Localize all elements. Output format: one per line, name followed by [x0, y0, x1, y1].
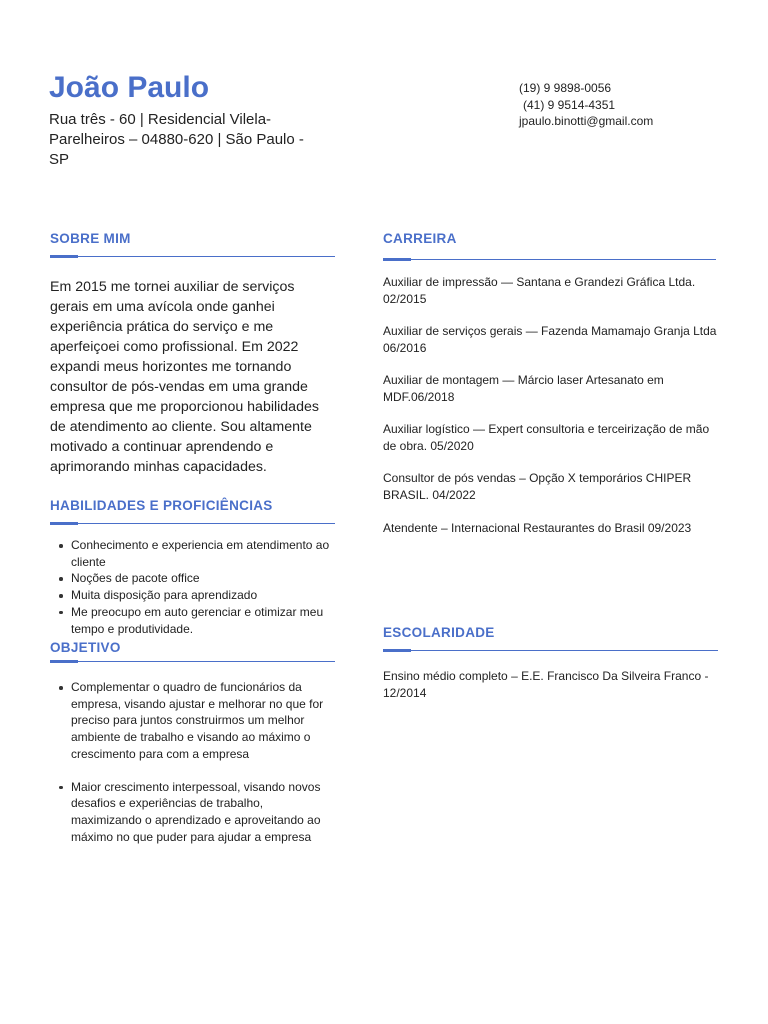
address: Rua três - 60 | Residencial Vilela- Parelheiros – 04880-620 | São Paulo - SP [49, 111, 304, 168]
contact-info [519, 80, 653, 130]
career-entry: Auxiliar logístico — Expert consultoria e terceirização de mão de obra. 05/2020 [383, 422, 710, 453]
list-item: Maior crescimento interpessoal, visando novos desafios e experiências de trabalho, maximizando o aprendizado e aproveitando ao máximo no que puder para ajudar a empresa [50, 779, 335, 846]
list-item: Complementar o quadro de funcionários da empresa, visando ajustar e melhorar no que for preciso para juntos construirmos um melhor ambiente de trabalho e visando ao máximo o crescimento para com a empresa [50, 679, 335, 763]
list-item: Me preocupo em auto gerenciar e otimizar meu tempo e produtividade. [50, 604, 340, 637]
bullet-icon [59, 786, 63, 790]
phone-2: (41) 9 9514-4351 [523, 97, 616, 112]
education-entry: Ensino médio completo – E.E. Francisco Da Silveira Franco - 12/2014 [383, 669, 709, 700]
career-entry: Auxiliar de impressão — Santana e Grandezi Gráfica Ltda. 02/2015 [383, 275, 696, 306]
skills-list [50, 537, 340, 637]
about-text: Em 2015 me tornei auxiliar de serviços gerais em uma avícola onde ganhei experiência prática do serviço e me aperfeiçoei como profissional. Em 2022 expandi meus horizontes me tornando consultor de pós-vendas em uma grande empresa que me proporcionou habilidades de atendimento ao cliente. Sou altamente motivado a continuar aprendendo e aprimorando minhas capacidades. [50, 279, 319, 475]
objective-list [50, 679, 335, 845]
list-item: Muita disposição para aprendizado [50, 587, 340, 604]
bullet-icon [59, 544, 63, 548]
list-item: Noções de pacote office [50, 570, 340, 587]
career-divider [383, 259, 716, 260]
list-item: Conhecimento e experiencia em atendimento ao cliente [50, 537, 340, 570]
bullet-icon [59, 686, 63, 690]
email[interactable]: jpaulo.binotti@gmail.com [519, 114, 654, 128]
skills-divider [50, 523, 335, 524]
skills-heading: HABILIDADES E PROFICIÊNCIAS [50, 498, 273, 513]
career-entry: Auxiliar de serviços gerais — Fazenda Mamamajo Granja Ltda 06/2016 [383, 324, 717, 355]
bullet-icon [59, 594, 63, 598]
phone-1: (19) 9 9898-0056 [519, 81, 612, 95]
bullet-icon [59, 577, 63, 581]
bullet-icon [59, 611, 63, 615]
education-heading: ESCOLARIDADE [383, 625, 495, 640]
candidate-name: João Paulo [49, 71, 210, 104]
career-entry: Consultor de pós vendas – Opção X temporários CHIPER BRASIL. 04/2022 [383, 471, 692, 502]
career-heading: CARREIRA [383, 231, 457, 246]
objective-heading: OBJETIVO [50, 640, 121, 655]
education-divider [383, 650, 718, 651]
career-entry: Atendente – Internacional Restaurantes do Brasil 09/2023 [383, 521, 692, 535]
objective-divider [50, 661, 335, 662]
about-heading: SOBRE MIM [50, 231, 131, 246]
about-divider [50, 256, 335, 257]
career-entry: Auxiliar de montagem — Márcio laser Artesanato em MDF.06/2018 [383, 373, 664, 404]
